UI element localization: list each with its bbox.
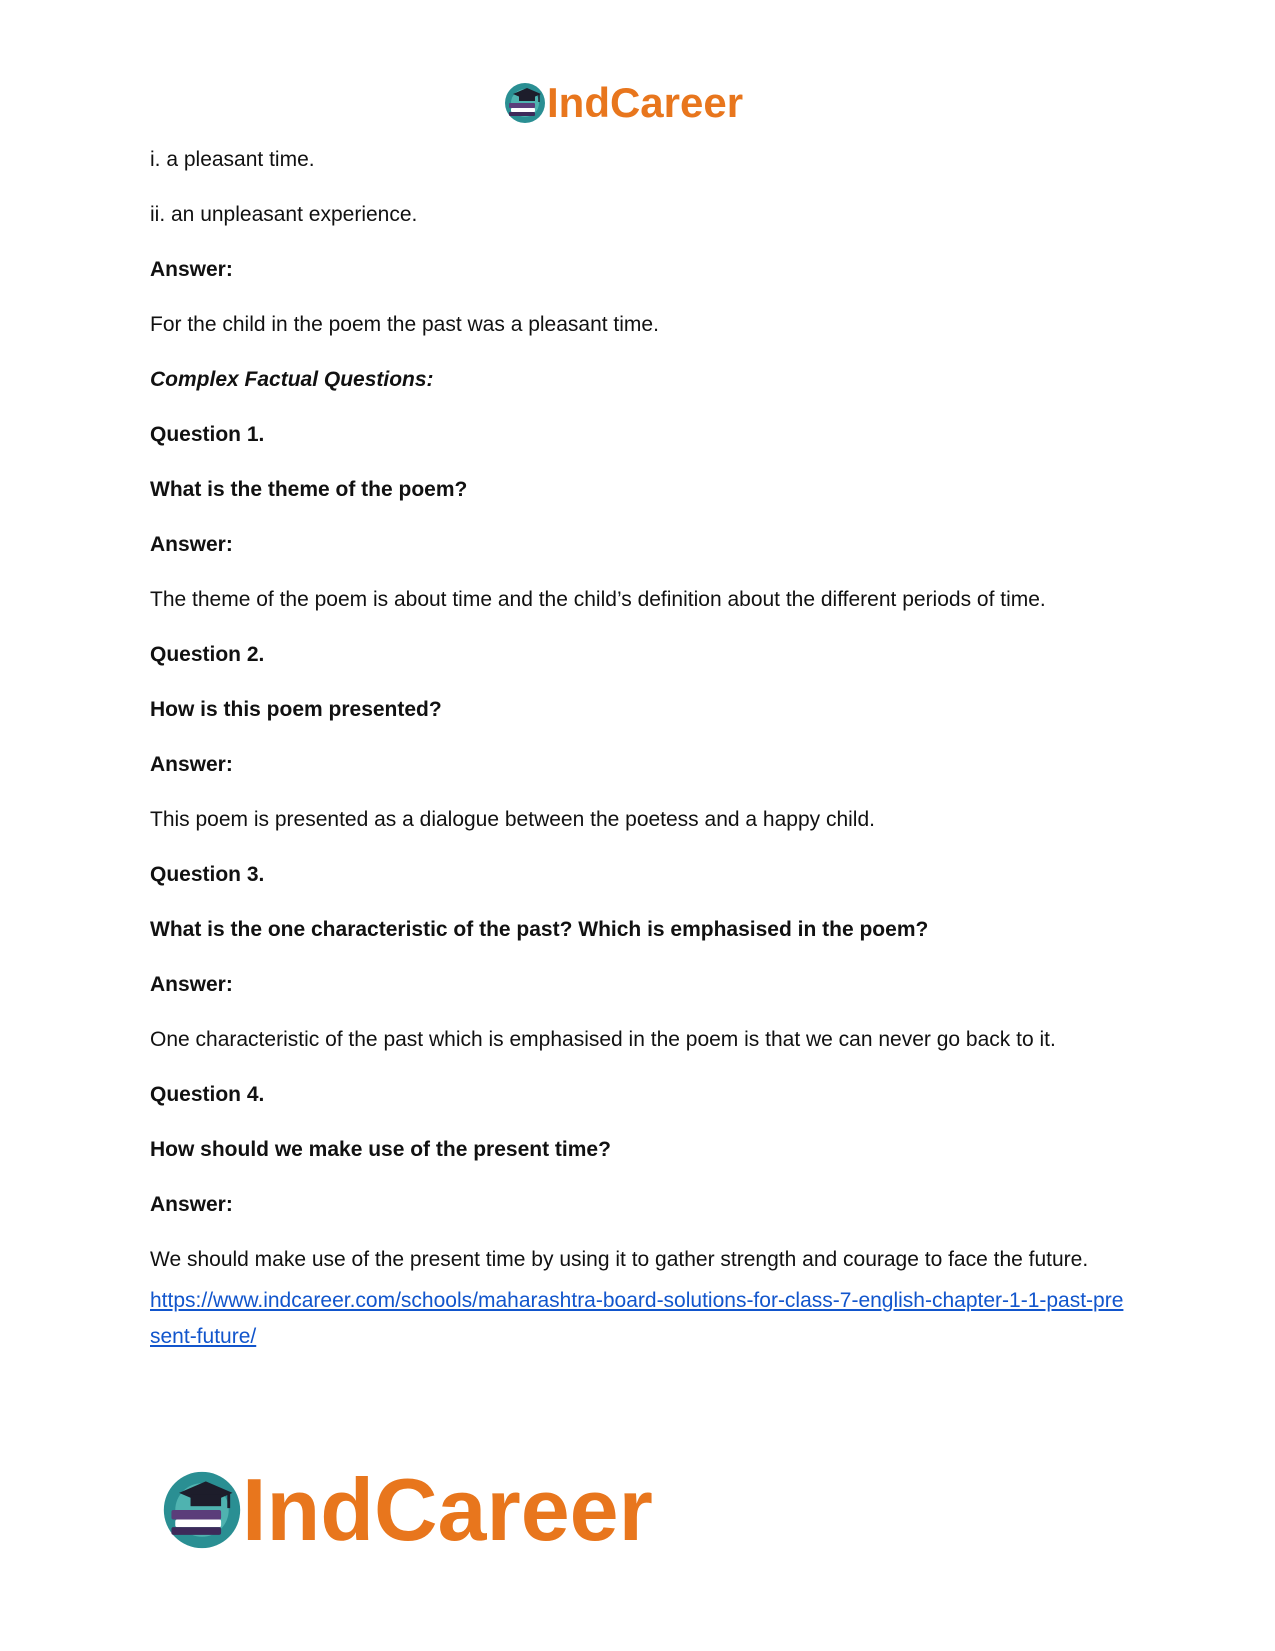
- question-2-label: Question 2.: [150, 643, 265, 666]
- header-logo-text: IndCareer: [547, 79, 744, 126]
- answer-3-text: One characteristic of the past which is emphasised in the poem is that we can never go back to it.: [150, 1028, 1056, 1051]
- answer-label: Answer:: [150, 533, 233, 556]
- header-logo: [503, 78, 743, 128]
- answer-label: Answer:: [150, 258, 233, 281]
- footer-logo-text: IndCareer: [242, 1460, 653, 1559]
- graduation-cap-book-globe-icon: [503, 81, 547, 125]
- answer-label: Answer:: [150, 753, 233, 776]
- question-3-text: What is the one characteristic of the past? Which is emphasised in the poem?: [150, 918, 929, 941]
- option-ii: ii. an unpleasant experience.: [150, 203, 418, 226]
- footer-logo: [160, 1460, 653, 1559]
- question-4-label: Question 4.: [150, 1083, 265, 1106]
- question-1-text: What is the theme of the poem?: [150, 478, 468, 501]
- answer-4-text: We should make use of the present time by using it to gather strength and courage to face the future.: [150, 1248, 1089, 1271]
- question-3-label: Question 3.: [150, 863, 265, 886]
- answer-label: Answer:: [150, 973, 233, 996]
- answer-text: For the child in the poem the past was a pleasant time.: [150, 313, 659, 336]
- question-1-label: Question 1.: [150, 423, 265, 446]
- question-4-text: How should we make use of the present time?: [150, 1138, 611, 1161]
- question-2-text: How is this poem presented?: [150, 698, 442, 721]
- document-body: [150, 145, 1130, 1355]
- source-link[interactable]: https://www.indcareer.com/schools/maharashtra-board-solutions-for-class-7-english-chapter-1-1-past-present-future/: [150, 1289, 1124, 1348]
- answer-2-text: This poem is presented as a dialogue between the poetess and a happy child.: [150, 808, 875, 831]
- option-i: i. a pleasant time.: [150, 148, 315, 171]
- answer-1-text: The theme of the poem is about time and the child’s definition about the different periods of time.: [150, 588, 1046, 611]
- section-heading: Complex Factual Questions:: [150, 368, 434, 391]
- graduation-cap-book-globe-icon: [160, 1468, 244, 1552]
- answer-label: Answer:: [150, 1193, 233, 1216]
